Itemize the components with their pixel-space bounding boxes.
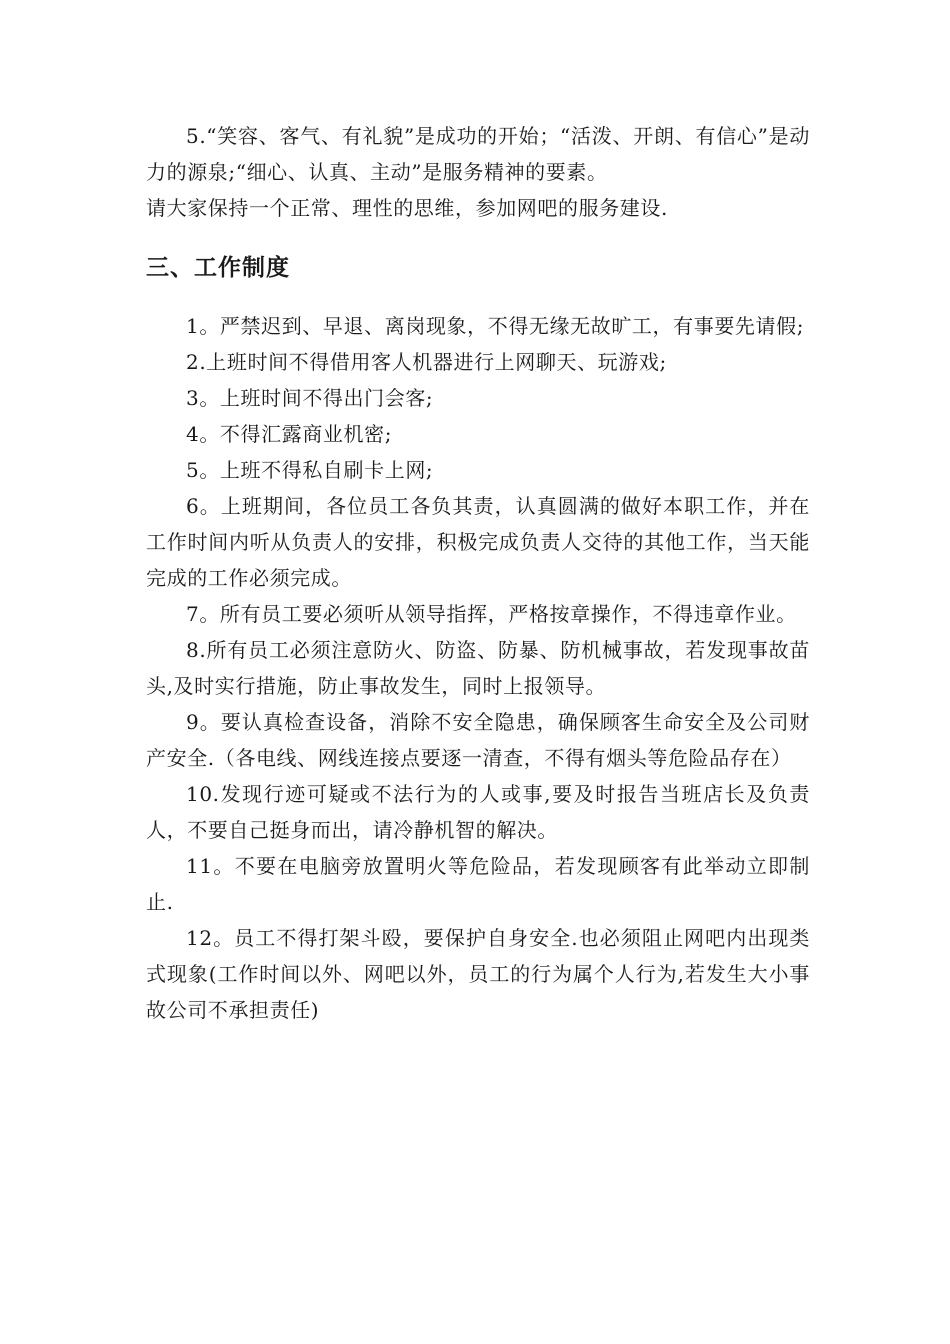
section-heading: 三、工作制度 (146, 255, 290, 281)
intro-closing-line: 请大家保持一个正常、理性的思维，参加网吧的服务建设. (146, 196, 668, 220)
rules-list (146, 308, 810, 1028)
rule-item: 1。严禁迟到、早退、离岗现象，不得无缘无故旷工，有事要先请假; (186, 314, 805, 338)
rule-item: 12。员工不得打架斗殴，要保护自身安全.也必须阻止网吧内出现类式现象(工作时间以外、网吧以外，员工的行为属个人行为,若发生大小事故公司不承担责任) (146, 926, 810, 1022)
rule-item: 11。不要在电脑旁放置明火等危险品，若发现顾客有此举动立即制止. (146, 854, 810, 914)
rule-item: 9。要认真检查设备，消除不安全隐患，确保顾客生命安全及公司财产安全.（各电线、网线连接点要逐一清查，不得有烟头等危险品存在） (146, 710, 810, 770)
document-body (146, 118, 810, 1028)
rule-item: 3。上班时间不得出门会客; (186, 386, 434, 410)
intro-paragraph: 5.“笑容、客气、有礼貌”是成功的开始；“活泼、开朗、有信心”是动力的源泉;“细心、认真、主动”是服务精神的要素。 (146, 124, 810, 184)
rule-item: 5。上班不得私自刷卡上网; (186, 458, 434, 482)
rule-item: 10.发现行迹可疑或不法行为的人或事,要及时报告当班店长及负责人，不要自己挺身而出，请冷静机智的解决。 (146, 782, 810, 842)
rule-item: 4。不得汇露商业机密; (186, 422, 393, 446)
intro-block (146, 118, 810, 226)
rule-item: 6。上班期间，各位员工各负其责，认真圆满的做好本职工作，并在工作时间内听从负责人的安排，积极完成负责人交待的其他工作，当天能完成的工作必须完成。 (146, 494, 810, 590)
rule-item: 8.所有员工必须注意防火、防盗、防暴、防机械事故，若发现事故苗头,及时实行措施，防止事故发生，同时上报领导。 (146, 638, 810, 698)
rule-item: 2.上班时间不得借用客人机器进行上网聊天、玩游戏; (186, 350, 667, 374)
rule-item: 7。所有员工要必须听从领导指挥，严格按章操作，不得违章作业。 (186, 602, 797, 626)
